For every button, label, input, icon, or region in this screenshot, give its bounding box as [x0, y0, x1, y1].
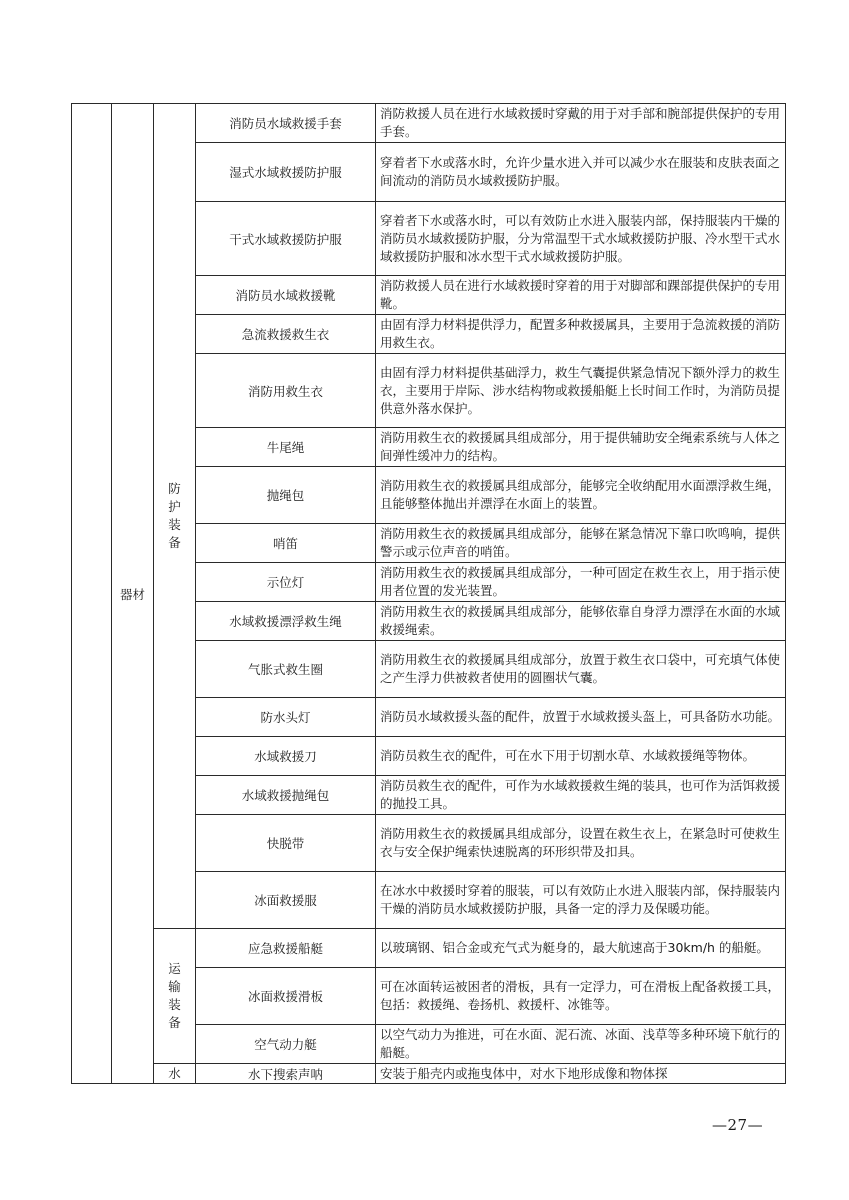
- equipment-name: 应急救援船艇: [196, 929, 376, 968]
- equipment-name: 气胀式救生圈: [196, 641, 376, 698]
- equipment-name: 牛尾绳: [196, 428, 376, 467]
- equipment-description: 消防救援人员在进行水域救援时穿着的用于对脚部和踝部提供保护的专用靴。: [376, 276, 786, 315]
- equipment-description: 消防用救生衣的救援属具组成部分，能够依靠自身浮力漂浮在水面的水域救援绳索。: [376, 602, 786, 641]
- equipment-name: 水域救援漂浮救生绳: [196, 602, 376, 641]
- equipment-name: 冰面救援滑板: [196, 968, 376, 1025]
- equipment-description: 消防员救生衣的配件，可在水下用于切割水草、水域救援绳等物体。: [376, 737, 786, 776]
- category-cell: 器材: [112, 104, 154, 1084]
- equipment-name: 冰面救援服: [196, 872, 376, 929]
- subcategory-transport: 运输装备: [154, 929, 196, 1064]
- equipment-description: 消防用救生衣的救援属具组成部分，能够在紧急情况下靠口吹鸣响，提供警示或示位声音的哨笛。: [376, 524, 786, 563]
- equipment-description: 以空气动力为推进，可在水面、泥石流、冰面、浅草等多种环境下航行的船艇。: [376, 1025, 786, 1064]
- equipment-description: 由固有浮力材料提供基础浮力，救生气囊提供紧急情况下额外浮力的救生衣，主要用于岸际、涉水结构物或救援船艇上长时间工作时，为消防员提供意外落水保护。: [376, 354, 786, 428]
- equipment-name: 示位灯: [196, 563, 376, 602]
- equipment-name: 抛绳包: [196, 467, 376, 524]
- equipment-name: 消防员水域救援手套: [196, 104, 376, 143]
- equipment-name: 防水头灯: [196, 698, 376, 737]
- equipment-description: 消防救援人员在进行水域救援时穿戴的用于对手部和腕部提供保护的专用手套。: [376, 104, 786, 143]
- table-row: [72, 929, 786, 968]
- equipment-description: 消防用救生衣的救援属具组成部分，放置于救生衣口袋中，可充填气体使之产生浮力供被救者使用的圆圈状气囊。: [376, 641, 786, 698]
- table-row: [72, 1064, 786, 1084]
- equipment-description: 消防用救生衣的救援属具组成部分，设置在救生衣上，在紧急时可使救生衣与安全保护绳索快速脱离的环形织带及扣具。: [376, 815, 786, 872]
- equipment-name: 水域救援抛绳包: [196, 776, 376, 815]
- equipment-name: 干式水域救援防护服: [196, 202, 376, 276]
- equipment-name: 快脱带: [196, 815, 376, 872]
- equipment-name: 消防用救生衣: [196, 354, 376, 428]
- equipment-name: 水域救援刀: [196, 737, 376, 776]
- equipment-name: 水下搜索声呐: [196, 1064, 376, 1084]
- equipment-description: 穿着者下水或落水时，允许少量水进入并可以减少水在服装和皮肤表面之间流动的消防员水域救援防护服。: [376, 143, 786, 202]
- equipment-description: 消防用救生衣的救援属具组成部分，能够完全收纳配用水面漂浮救生绳，且能够整体抛出并漂浮在水面上的装置。: [376, 467, 786, 524]
- equipment-description: 在冰水中救援时穿着的服装，可以有效防止水进入服装内部，保持服装内干燥的消防员水域救援防护服，具备一定的浮力及保暖功能。: [376, 872, 786, 929]
- equipment-name: 急流救援救生衣: [196, 315, 376, 354]
- equipment-name: 空气动力艇: [196, 1025, 376, 1064]
- page-number: —27—: [712, 1116, 764, 1134]
- equipment-table: [71, 103, 786, 1084]
- blank-column-cell: [72, 104, 112, 1084]
- equipment-description: 由固有浮力材料提供浮力，配置多种救援属具，主要用于急流救援的消防用救生衣。: [376, 315, 786, 354]
- equipment-description: 消防用救生衣的救援属具组成部分，用于提供辅助安全绳索系统与人体之间弹性缓冲力的结构。: [376, 428, 786, 467]
- equipment-description: 以玻璃钢、铝合金或充气式为艇身的，最大航速高于30km/h 的船艇。: [376, 929, 786, 968]
- equipment-description: 消防员水域救援头盔的配件，放置于水域救援头盔上，可具备防水功能。: [376, 698, 786, 737]
- equipment-name: 湿式水域救援防护服: [196, 143, 376, 202]
- subcategory-protective: 防护装备: [154, 104, 196, 929]
- equipment-description: 消防用救生衣的救援属具组成部分，一种可固定在救生衣上，用于指示使用者位置的发光装置。: [376, 563, 786, 602]
- equipment-description: 安装于船壳内或拖曳体中，对水下地形成像和物体探: [376, 1064, 786, 1084]
- equipment-description: 消防员救生衣的配件，可作为水域救援救生绳的装具，也可作为活饵救援的抛投工具。: [376, 776, 786, 815]
- equipment-description: 穿着者下水或落水时，可以有效防止水进入服装内部，保持服装内干燥的消防员水域救援防护服，分为常温型干式水域救援防护服、冷水型干式水域救援防护服和冰水型干式水域救援防护服。: [376, 202, 786, 276]
- table-row: [72, 104, 786, 143]
- equipment-name: 哨笛: [196, 524, 376, 563]
- equipment-name: 消防员水域救援靴: [196, 276, 376, 315]
- subcategory-underwater: 水: [154, 1064, 196, 1084]
- equipment-description: 可在冰面转运被困者的滑板，具有一定浮力，可在滑板上配备救援工具，包括：救援绳、卷扬机、救援杆、冰锥等。: [376, 968, 786, 1025]
